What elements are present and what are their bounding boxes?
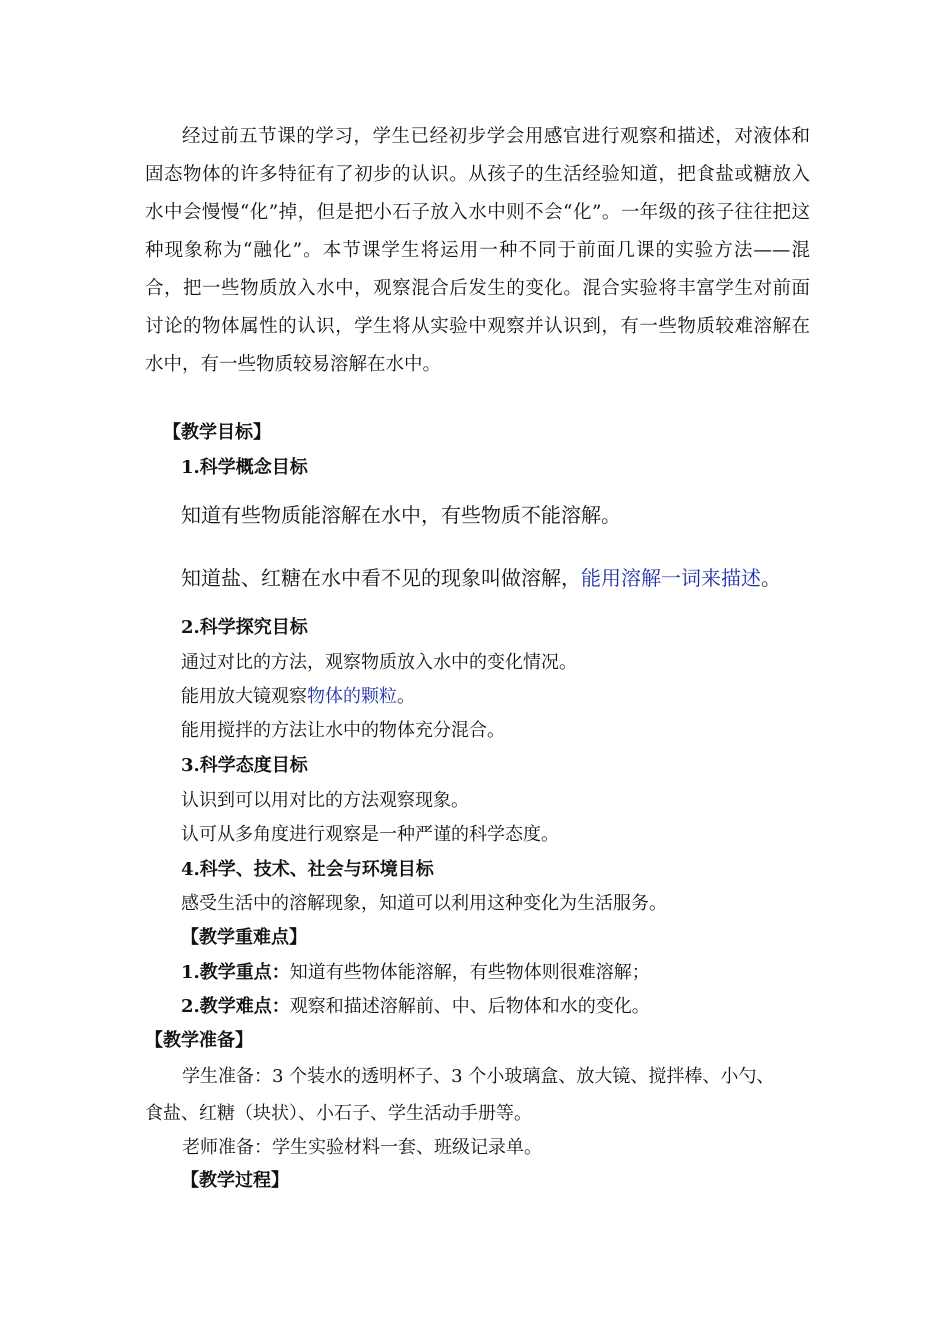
prep-student-line-1: 学生准备：3 个装水的透明杯子、3 个小玻璃盒、放大镜、搅拌棒、小勺、 bbox=[182, 1066, 775, 1087]
inquiry-goal-title: 2.科学探究目标 bbox=[181, 617, 308, 638]
keypoint-2-label: 2.教学难点： bbox=[181, 996, 290, 1017]
intro-paragraph: 经过前五节课的学习，学生已经初步学会用感官进行观察和描述，对液体和固态物体的许多特征有了初步的认识。从孩子的生活经验知道，把食盐或糖放入水中会慢慢“化”掉，但是把小石子放入水中则不会“化”。一年级的孩子往往把这种现象称为“融化”。本节课学生将运用一种不同于前面几课的实验方法——混合，把一些物质放入水中，观察混合后发生的变化。混合实验将丰富学生对前面讨论的物体属性的认识，学生将从实验中观察并认识到，有一些物质较难溶解在水中，有一些物质较易溶解在水中。 bbox=[145, 126, 810, 375]
inquiry-goal-item-2 bbox=[181, 682, 415, 708]
inquiry-goal-item-1: 通过对比的方法，观察物质放入水中的变化情况。 bbox=[181, 652, 577, 673]
stse-goal-title: 4.科学、技术、社会与环境目标 bbox=[181, 859, 434, 880]
concept-goal-item-2-end: 。 bbox=[761, 566, 781, 590]
attitude-goal-item-1: 认识到可以用对比的方法观察现象。 bbox=[181, 790, 469, 811]
attitude-goal-title: 3.科学态度目标 bbox=[181, 755, 308, 776]
prep-student-line-2: 食盐、红糖（块状）、小石子、学生活动手册等。 bbox=[145, 1103, 532, 1124]
concept-goal-item-2-text: 知道盐、红糖在水中看不见的现象叫做溶解， bbox=[181, 566, 581, 590]
concept-goal-item-1: 知道有些物质能溶解在水中，有些物质不能溶解。 bbox=[181, 503, 621, 527]
concept-goal-item-2-highlight: 能用溶解一词来描述 bbox=[581, 566, 761, 590]
attitude-goal-item-2: 认可从多角度进行观察是一种严谨的科学态度。 bbox=[181, 824, 559, 845]
inquiry-goal-item-3: 能用搅拌的方法让水中的物体充分混合。 bbox=[181, 720, 505, 741]
inquiry-goal-item-2-text: 能用放大镜观察 bbox=[181, 686, 307, 707]
keypoint-1-label: 1.教学重点： bbox=[181, 962, 290, 983]
inquiry-goal-item-2-highlight: 物体的颗粒 bbox=[307, 686, 397, 707]
keypoint-2 bbox=[181, 992, 650, 1018]
keypoint-1 bbox=[181, 958, 650, 984]
process-heading: 【教学过程】 bbox=[181, 1170, 289, 1191]
keypoint-2-text: 观察和描述溶解前、中、后物体和水的变化。 bbox=[289, 996, 650, 1017]
prep-teacher: 老师准备：学生实验材料一套、班级记录单。 bbox=[182, 1137, 542, 1158]
concept-goal-title: 1.科学概念目标 bbox=[181, 457, 308, 478]
inquiry-goal-item-2-end: 。 bbox=[397, 686, 415, 707]
prep-heading: 【教学准备】 bbox=[145, 1030, 253, 1051]
keypoint-1-text: 知道有些物体能溶解，有些物体则很难溶解； bbox=[289, 962, 650, 983]
concept-goal-item-2 bbox=[181, 562, 781, 591]
stse-goal-item-1: 感受生活中的溶解现象，知道可以利用这种变化为生活服务。 bbox=[181, 893, 667, 914]
keypoints-heading: 【教学重难点】 bbox=[181, 927, 307, 948]
goals-heading: 【教学目标】 bbox=[163, 422, 271, 443]
